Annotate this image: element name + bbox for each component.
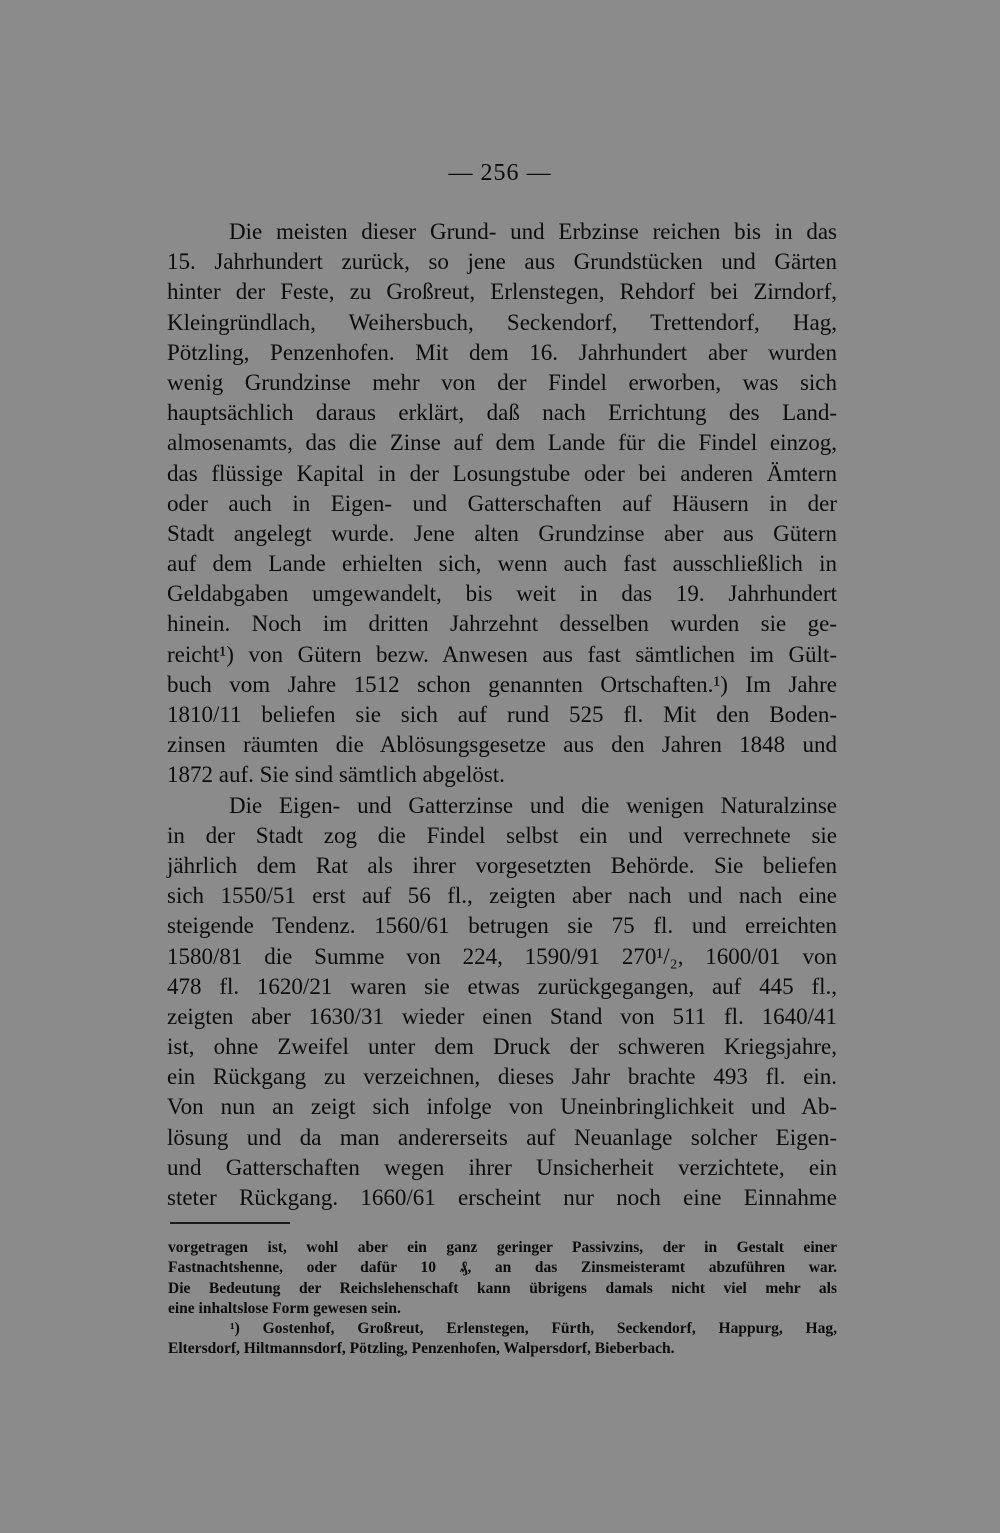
footnotes [168,1238,837,1360]
text-line: buch vom Jahre 1512 schon genannten Ortschaften.¹) Im Jahre [167,671,837,697]
footnote-line: Fastnachtshenne, oder dafür 10 ₰, an das Zinsmeisteramt abzuführen war. [168,1259,837,1277]
text-line: und Gatterschaften wegen ihrer Unsicherheit verzichtete, ein [167,1154,837,1180]
text-line: Kleingründlach, Weihersbuch, Seckendorf, Trettendorf, Hag, [167,309,837,335]
text-line: 1810/11 beliefen sie sich auf rund 525 fl. Mit den Boden- [167,702,837,727]
text-line: ein Rückgang zu verzeichnen, dieses Jahr brachte 493 fl. ein. [167,1064,837,1090]
footnote-line: Eltersdorf, Hiltmannsdorf, Pötzling, Penzenhofen, Walpersdorf, Bieberbach. [168,1340,675,1358]
text-line: Stadt angelegt wurde. Jene alten Grundzinse aber aus Gütern [167,520,837,546]
text-line: 1872 auf. Sie sind sämtlich abgelöst. [167,762,505,788]
text-line: in der Stadt zog die Findel selbst ein und verrechnete sie [167,822,837,848]
text-line: zinsen räumten die Ablösungsgesetze aus den Jahren 1848 und [167,732,837,758]
text-line: 15. Jahrhundert zurück, so jene aus Grundstücken und Gärten [167,249,837,275]
text-line: reicht¹) von Gütern bezw. Anwesen aus fast sämtlichen im Gült- [167,641,837,667]
text-line: zeigten aber 1630/31 wieder einen Stand von 511 fl. 1640/41 [167,1003,837,1029]
page-number: — 256 — [448,160,552,186]
text-line: 478 fl. 1620/21 waren sie etwas zurückgegangen, auf 445 fl., [167,973,837,999]
text-line: Die meisten dieser Grund- und Erbzinse reichen bis in das [229,219,837,244]
text-line: almosenamts, das die Zinse auf dem Lande für die Findel einzog, [167,430,837,456]
text-line: Geldabgaben umgewandelt, bis weit in das 19. Jahrhundert [167,581,837,607]
text-line: auf dem Lande erhielten sich, wenn auch fast ausschließlich in [167,551,837,577]
text-line: das flüssige Kapital in der Losungstube oder bei anderen Ämtern [167,460,837,486]
text-line: sich 1550/51 erst auf 56 fl., zeigten aber nach und nach eine [167,883,837,909]
text-line: hinter der Feste, zu Großreut, Erlenstegen, Rehdorf bei Zirndorf, [167,279,837,305]
footnote-line: eine inhaltslose Form gewesen sein. [168,1299,401,1317]
text-line: oder auch in Eigen- und Gatterschaften auf Häusern in der [167,490,837,516]
text-line: steter Rückgang. 1660/61 erscheint nur noch eine Einnahme [167,1185,837,1210]
text-line: jährlich dem Rat als ihrer vorgesetzten Behörde. Sie beliefen [167,852,837,878]
text-line: wenig Grundzinse mehr von der Findel erworben, was sich [167,369,837,395]
text-line: Von nun an zeigt sich infolge von Uneinbringlichkeit und Ab- [167,1094,837,1120]
body-text [167,217,837,1213]
text-line: Pötzling, Penzenhofen. Mit dem 16. Jahrhundert aber wurden [167,339,837,365]
text-line: hinein. Noch im dritten Jahrzehnt desselben wurden sie ge- [167,611,837,637]
text-line: lösung und da man andererseits auf Neuanlage solcher Eigen- [167,1124,837,1150]
text-line: steigende Tendenz. 1560/61 betrugen sie 75 fl. und erreichten [167,913,837,939]
text-line: ist, ohne Zweifel unter dem Druck der schweren Kriegsjahre, [167,1034,837,1060]
footnote-line: Die Bedeutung der Reichslehenschaft kann übrigens damals nicht viel mehr als [168,1279,837,1297]
text-line: Die Eigen- und Gatterzinse und die wenigen Naturalzinse [229,792,837,818]
text-line: hauptsächlich daraus erklärt, daß nach Errichtung des Land- [167,400,837,426]
footnote-divider [170,1222,290,1224]
footnote-line: ¹) Gostenhof, Großreut, Erlenstegen, Fürth, Seckendorf, Happurg, Hag, [230,1320,837,1338]
footnote-line: vorgetragen ist, wohl aber ein ganz geringer Passivzins, der in Gestalt einer [168,1239,837,1256]
text-line: 1580/81 die Summe von 224, 1590/91 270¹/₂, 1600/01 von [167,943,837,969]
